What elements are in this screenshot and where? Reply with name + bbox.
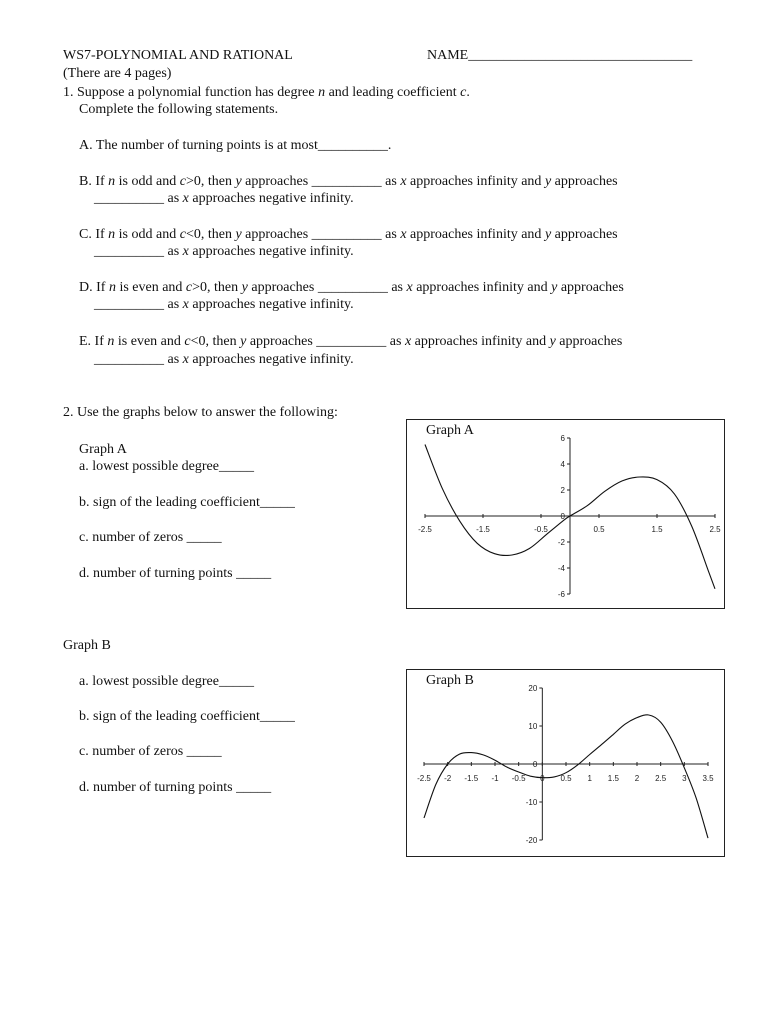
graph-a-x-tick-label: 1.5 bbox=[651, 525, 663, 534]
graph-a-q-c: c. number of zeros _____ bbox=[79, 530, 222, 545]
graph-a-x-tick-label: -1.5 bbox=[476, 525, 490, 534]
graph-a-x-tick-label: 0.5 bbox=[593, 525, 605, 534]
q1-item-e-line2: __________ as x approaches negative infinity. bbox=[94, 352, 354, 367]
graph-b-x-tick-label: 1 bbox=[587, 774, 592, 783]
graph-b-y-tick-label: -20 bbox=[525, 836, 538, 845]
graph-b-q-b: b. sign of the leading coefficient_____ bbox=[79, 709, 295, 724]
graph-a-y-tick-label: 0 bbox=[560, 512, 565, 521]
graph-b-q-c: c. number of zeros _____ bbox=[79, 744, 222, 759]
graph-a-y-tick-label: 2 bbox=[560, 486, 565, 495]
graph-a-heading: Graph A bbox=[79, 442, 127, 457]
graph-a-x-tick-label: -2.5 bbox=[418, 525, 432, 534]
graph-b-x-tick-label: 1.5 bbox=[607, 774, 619, 783]
graph-a-chart bbox=[406, 419, 725, 609]
graph-a-y-tick-label: -4 bbox=[557, 564, 565, 573]
graph-b-x-tick-label: -2.5 bbox=[417, 774, 431, 783]
q1-item-d-line2: __________ as x approaches negative infinity. bbox=[94, 297, 354, 312]
graph-b-x-tick-label: 0 bbox=[540, 774, 545, 783]
graph-b-chart bbox=[406, 669, 725, 857]
graph-b-q-a: a. lowest possible degree_____ bbox=[79, 674, 254, 689]
graph-b-x-tick-label: -1.5 bbox=[464, 774, 479, 783]
q2-intro: 2. Use the graphs below to answer the following: bbox=[63, 405, 338, 420]
graph-b-y-tick-label: 20 bbox=[528, 684, 538, 693]
q1-item-b-line2: __________ as x approaches negative infinity. bbox=[94, 191, 354, 206]
graph-b-y-tick-label: 10 bbox=[528, 722, 538, 731]
pages-note: (There are 4 pages) bbox=[63, 66, 172, 81]
graph-a-y-tick-label: 6 bbox=[560, 434, 565, 443]
graph-b-y-tick-label: 0 bbox=[532, 760, 538, 769]
q1-item-a: A. The number of turning points is at most__________. bbox=[79, 138, 392, 153]
graph-a-y-tick-label: 4 bbox=[560, 460, 565, 469]
graph-b-svg bbox=[407, 670, 724, 856]
graph-a-x-tick-label: -0.5 bbox=[534, 525, 548, 534]
graph-a-y-tick-label: -6 bbox=[557, 590, 565, 599]
q1-prompt-line2: Complete the following statements. bbox=[79, 102, 279, 117]
q1-prompt-line1: 1. Suppose a polynomial function has degree n and leading coefficient c. bbox=[63, 85, 470, 100]
graph-b-x-tick-label: -0.5 bbox=[511, 774, 526, 783]
graph-a-x-tick-label: 2.5 bbox=[709, 525, 721, 534]
graph-a-title: Graph A bbox=[426, 423, 474, 438]
q1-item-c-line2: __________ as x approaches negative infinity. bbox=[94, 244, 354, 259]
graph-b-x-tick-label: 3 bbox=[682, 774, 687, 783]
graph-a-svg bbox=[407, 420, 724, 608]
name-field-label[interactable]: NAME________________________________ bbox=[427, 48, 693, 63]
graph-b-x-tick-label: 0.5 bbox=[560, 774, 572, 783]
q1-item-b-line1: B. If n is odd and c>0, then y approaches __________ as x approaches infinity and y approaches bbox=[79, 174, 618, 189]
graph-b-x-tick-label: 2 bbox=[634, 774, 640, 783]
graph-b-x-tick-label: 3.5 bbox=[702, 774, 714, 783]
graph-b-heading: Graph B bbox=[63, 638, 111, 653]
worksheet-title: WS7-POLYNOMIAL AND RATIONAL bbox=[63, 48, 293, 63]
graph-b-x-tick-label: -1 bbox=[491, 774, 499, 783]
graph-a-q-b: b. sign of the leading coefficient_____ bbox=[79, 495, 295, 510]
q1-item-e-line1: E. If n is even and c<0, then y approaches __________ as x approaches infinity and y approaches bbox=[79, 334, 623, 349]
graph-b-x-tick-label: 2.5 bbox=[655, 774, 667, 783]
graph-a-q-a: a. lowest possible degree_____ bbox=[79, 459, 254, 474]
q1-item-c-line1: C. If n is odd and c<0, then y approaches __________ as x approaches infinity and y approaches bbox=[79, 227, 618, 242]
graph-a-q-d: d. number of turning points _____ bbox=[79, 566, 272, 581]
graph-b-q-d: d. number of turning points _____ bbox=[79, 780, 272, 795]
graph-b-x-tick-label: -2 bbox=[444, 774, 452, 783]
graph-b-title: Graph B bbox=[426, 673, 474, 688]
q1-item-d-line1: D. If n is even and c>0, then y approaches __________ as x approaches infinity and y approaches bbox=[79, 280, 624, 295]
graph-a-y-tick-label: -2 bbox=[557, 538, 565, 547]
graph-b-y-tick-label: -10 bbox=[525, 798, 538, 807]
